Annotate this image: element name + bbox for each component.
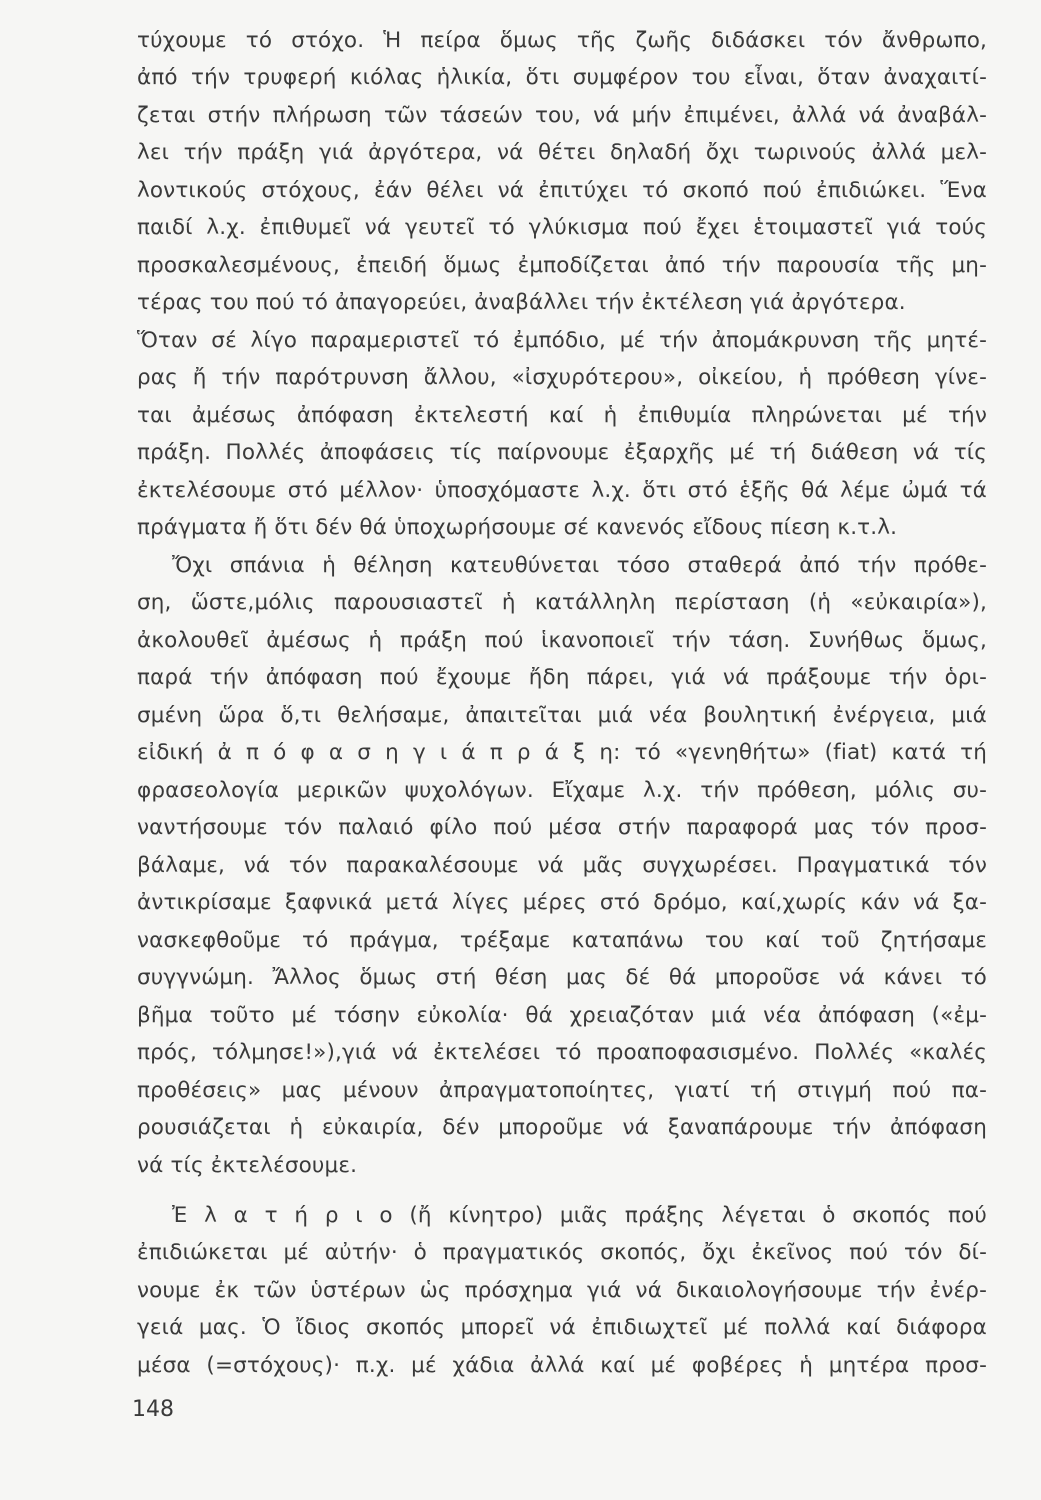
text-line-4: λει τήν πράξη γιά ἀργότερα, νά θέτει δηλαδή ὄχι τωρινούς ἀλλά μελ-: [137, 140, 987, 165]
text-line-18: παρά τήν ἀπόφαση πού ἔχουμε ἤδη πάρει, γιά νά πράξουμε τήν ὁρι-: [137, 665, 987, 690]
text-line-31: νά τίς ἐκτελέσουμε.: [137, 1153, 358, 1178]
page-number: 148: [132, 1397, 174, 1422]
text-line-36: μέσα (=στόχους)· π.χ. μέ χάδια ἀλλά καί μέ φοβέρες ἡ μητέρα προσ-: [137, 1353, 987, 1378]
text-line-16: ση, ὥστε,μόλις παρουσιαστεῖ ἡ κατάλληλη περίσταση (ἡ «εὐκαιρία»),: [137, 590, 987, 615]
text-line-19: σμένη ὥρα ὅ,τι θελήσαμε, ἀπαιτεῖται μιά νέα βουλητική ἐνέργεια, μιά: [137, 703, 987, 728]
text-line-28: πρός, τόλμησε!»),γιά νά ἐκτελέσει τό προαποφασισμένο. Πολλές «καλές: [137, 1040, 987, 1065]
text-line-29: προθέσεις» μας μένουν ἀπραγματοποίητες, γιατί τή στιγμή πού πα-: [137, 1078, 987, 1103]
text-line-22: ναντήσουμε τόν παλαιό φίλο πού μέσα στήν παραφορά μας τόν προσ-: [137, 815, 987, 840]
text-line-30: ρουσιάζεται ἡ εὐκαιρία, δέν μποροῦμε νά ξαναπάρουμε τήν ἀπόφαση: [137, 1115, 987, 1140]
text-line-35: γειά μας. Ὁ ἴδιος σκοπός μπορεῖ νά ἐπιδιωχτεῖ μέ πολλά καί διάφορα: [137, 1315, 987, 1340]
text-line-24: ἀντικρίσαμε ξαφνικά μετά λίγες μέρες στό δρόμο, καί,χωρίς κάν νά ξα-: [137, 890, 987, 915]
text-line-23: βάλαμε, νά τόν παρακαλέσουμε νά μᾶς συγχωρέσει. Πραγματικά τόν: [137, 853, 987, 878]
text-line-2: ἀπό τήν τρυφερή κιόλας ἡλικία, ὅτι συμφέρον του εἶναι, ὅταν ἀναχαιτί-: [137, 65, 987, 90]
text-line-21: φρασεολογία μερικῶν ψυχολόγων. Εἴχαμε λ.χ. τήν πρόθεση, μόλις συ-: [137, 778, 987, 803]
text-line-20: εἰδική ἀ π ό φ α σ η γ ι ά π ρ ά ξ η: τό «γενηθήτω» (fiat) κατά τή: [137, 740, 987, 765]
text-line-32: Ἐ λ α τ ή ρ ι ο (ἤ κίνητρο) μιᾶς πράξης λέγεται ὁ σκοπός πού: [172, 1203, 987, 1228]
text-line-13: ἐκτελέσουμε στό μέλλον· ὑποσχόμαστε λ.χ. ὅτι στό ἑξῆς θά λέμε ὠμά τά: [137, 478, 987, 503]
text-line-17: ἀκολουθεῖ ἀμέσως ἡ πράξη πού ἱκανοποιεῖ τήν τάση. Συνήθως ὅμως,: [137, 628, 987, 653]
text-line-33: ἐπιδιώκεται μέ αὐτήν· ὁ πραγματικός σκοπός, ὄχι ἐκεῖνος πού τόν δί-: [137, 1240, 987, 1265]
text-line-26: συγγνώμη. Ἄλλος ὅμως στή θέση μας δέ θά μποροῦσε νά κάνει τό: [137, 965, 987, 990]
text-line-9: Ὅταν σέ λίγο παραμεριστεῖ τό ἐμπόδιο, μέ τήν ἀπομάκρυνση τῆς μητέ-: [137, 328, 987, 353]
text-line-6: παιδί λ.χ. ἐπιθυμεῖ νά γευτεῖ τό γλύκισμα πού ἔχει ἑτοιμαστεῖ γιά τούς: [137, 215, 987, 240]
text-line-3: ζεται στήν πλήρωση τῶν τάσεών του, νά μήν ἐπιμένει, ἀλλά νά ἀναβάλ-: [137, 103, 987, 128]
text-line-15: Ὄχι σπάνια ἡ θέληση κατευθύνεται τόσο σταθερά ἀπό τήν πρόθε-: [172, 553, 987, 578]
text-line-1: τύχουμε τό στόχο. Ἡ πείρα ὅμως τῆς ζωῆς διδάσκει τόν ἄνθρωπο,: [137, 28, 987, 53]
text-line-10: ρας ἤ τήν παρότρυνση ἄλλου, «ἰσχυρότερου», οἰκείου, ἡ πρόθεση γίνε-: [137, 365, 987, 390]
text-line-5: λοντικούς στόχους, ἐάν θέλει νά ἐπιτύχει τό σκοπό πού ἐπιδιώκει. Ἕνα: [137, 178, 987, 203]
text-line-11: ται ἀμέσως ἀπόφαση ἐκτελεστή καί ἡ ἐπιθυμία πληρώνεται μέ τήν: [137, 403, 987, 428]
text-line-7: προσκαλεσμένους, ἐπειδή ὅμως ἐμποδίζεται ἀπό τήν παρουσία τῆς μη-: [137, 253, 987, 278]
text-line-14: πράγματα ἤ ὅτι δέν θά ὑποχωρήσουμε σέ κανενός εἴδους πίεση κ.τ.λ.: [137, 515, 898, 540]
text-line-34: νουμε ἐκ τῶν ὑστέρων ὡς πρόσχημα γιά νά δικαιολογήσουμε τήν ἐνέρ-: [137, 1278, 987, 1303]
text-line-25: νασκεφθοῦμε τό πράγμα, τρέξαμε καταπάνω του καί τοῦ ζητήσαμε: [137, 928, 987, 953]
text-line-12: πράξη. Πολλές ἀποφάσεις τίς παίρνουμε ἐξαρχῆς μέ τή διάθεση νά τίς: [137, 440, 987, 465]
text-line-27: βῆμα τοῦτο μέ τόσην εὐκολία· θά χρειαζόταν μιά νέα ἀπόφαση («ἐμ-: [137, 1003, 987, 1028]
text-line-8: τέρας του πού τό ἀπαγορεύει, ἀναβάλλει τήν ἐκτέλεση γιά ἀργότερα.: [137, 290, 906, 315]
